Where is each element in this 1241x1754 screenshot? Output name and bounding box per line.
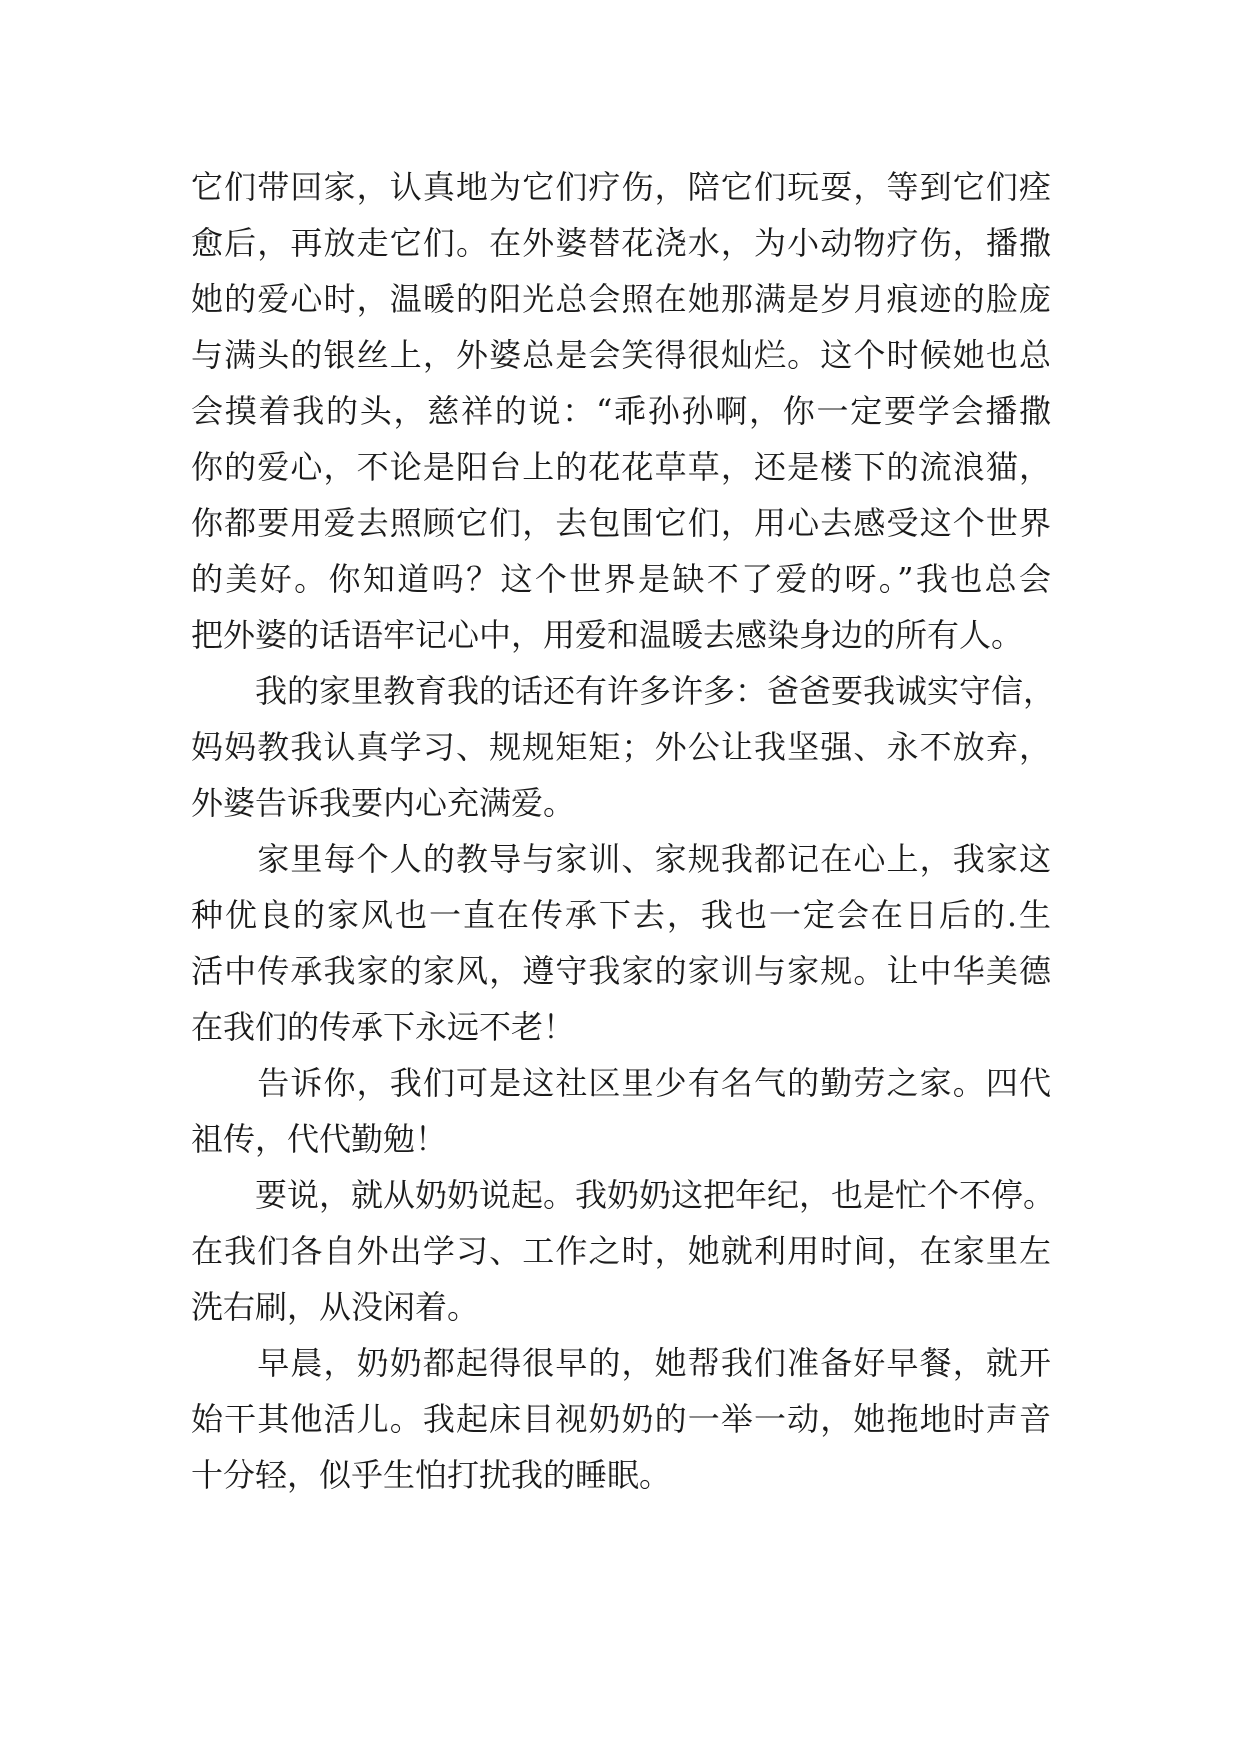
text-line: 家里每个人的教导与家训、家规我都记在心上，我家这 — [191, 840, 1051, 878]
text-line: 早晨，奶奶都起得很早的，她帮我们准备好早餐，就开 — [191, 1344, 1051, 1382]
text-line: 祖传，代代勤勉！ — [191, 1120, 448, 1158]
text-line: 在我们各自外出学习、工作之时，她就利用时间，在家里左 — [191, 1232, 1051, 1270]
text-line: 外婆告诉我要内心充满爱。 — [191, 784, 576, 822]
text-line: 我的家里教育我的话还有许多许多：爸爸要我诚实守信， — [191, 672, 1056, 710]
paragraph — [191, 1055, 1051, 1167]
text-line: 她的爱心时，温暖的阳光总会照在她那满是岁月痕迹的脸庞 — [191, 280, 1051, 318]
text-line: 会摸着我的头，慈祥的说：“乖孙孙啊，你一定要学会播撒 — [191, 392, 1051, 430]
paragraph — [191, 1167, 1056, 1335]
text-line: 始干其他活儿。我起床目视奶奶的一举一动，她拖地时声音 — [191, 1400, 1051, 1438]
text-line: 告诉你，我们可是这社区里少有名气的勤劳之家。四代 — [191, 1064, 1051, 1102]
paragraph — [191, 831, 1051, 1055]
text-line: 与满头的银丝上，外婆总是会笑得很灿烂。这个时候她也总 — [191, 336, 1051, 374]
text-line: 你都要用爱去照顾它们，去包围它们，用心去感受这个世界 — [191, 504, 1051, 542]
body-text — [191, 159, 1056, 1503]
paragraph — [191, 663, 1056, 831]
text-line: 的美好。你知道吗？这个世界是缺不了爱的呀。”我也总会 — [191, 560, 1051, 598]
paragraph — [191, 1335, 1051, 1503]
text-line: 洗右刷，从没闲着。 — [191, 1288, 480, 1326]
text-line: 要说，就从奶奶说起。我奶奶这把年纪，也是忙个不停。 — [191, 1176, 1056, 1214]
text-line: 活中传承我家的家风，遵守我家的家训与家规。让中华美德 — [191, 952, 1051, 990]
text-line: 你的爱心，不论是阳台上的花花草草，还是楼下的流浪猫， — [191, 448, 1051, 486]
text-line: 把外婆的话语牢记心中，用爱和温暖去感染身边的所有人。 — [191, 616, 1024, 654]
text-line: 种优良的家风也一直在传承下去，我也一定会在日后的.生 — [191, 896, 1051, 934]
paragraph — [191, 159, 1051, 663]
text-line: 它们带回家，认真地为它们疗伤，陪它们玩耍，等到它们痊 — [191, 168, 1051, 206]
text-line: 愈后，再放走它们。在外婆替花浇水，为小动物疗伤，播撒 — [191, 224, 1051, 262]
text-line: 十分轻，似乎生怕打扰我的睡眠。 — [191, 1456, 672, 1494]
text-line: 在我们的传承下永远不老！ — [191, 1008, 576, 1046]
text-line: 妈妈教我认真学习、规规矩矩；外公让我坚强、永不放弃， — [191, 728, 1051, 766]
